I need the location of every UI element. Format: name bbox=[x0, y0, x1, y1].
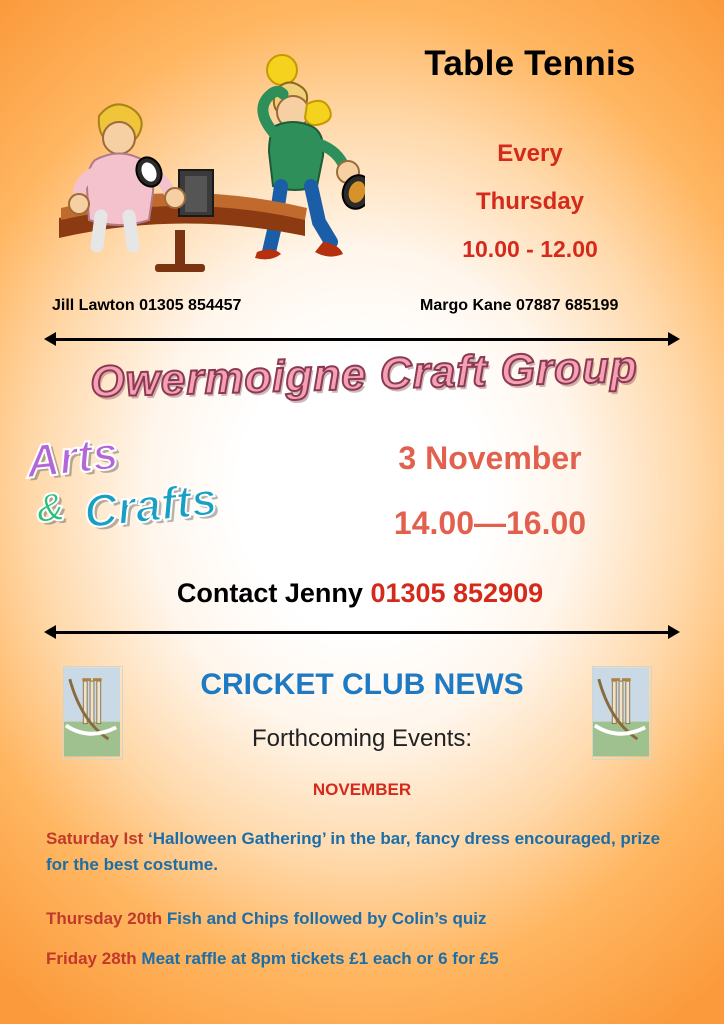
table-tennis-clipart bbox=[35, 20, 365, 280]
event-day: Friday 28th bbox=[46, 949, 137, 968]
table-tennis-contact-margo: Margo Kane 07887 685199 bbox=[420, 297, 619, 314]
arts-and-crafts-wordart bbox=[18, 426, 278, 550]
craft-time: 14.00—16.00 bbox=[393, 505, 587, 541]
table-tennis-frequency: Every bbox=[497, 140, 563, 167]
arrow-right-tip bbox=[668, 625, 680, 639]
events-month-heading: NOVEMBER bbox=[312, 780, 412, 799]
event-item bbox=[46, 906, 686, 932]
event-day: Saturday Ist bbox=[46, 829, 144, 848]
event-item bbox=[46, 826, 686, 879]
event-text: Meat raffle at 8pm tickets £1 each or 6 for £5 bbox=[136, 949, 499, 968]
crafts-word: Crafts bbox=[81, 472, 220, 538]
arts-word: Arts bbox=[23, 426, 121, 488]
craft-date: 3 November bbox=[398, 440, 582, 476]
craft-contact-label: Contact Jenny bbox=[176, 578, 363, 608]
table-tennis-contact-jill: Jill Lawton 01305 854457 bbox=[52, 297, 242, 314]
ampersand: & bbox=[33, 484, 68, 532]
divider-bar bbox=[54, 631, 670, 634]
cricket-stumps-image-right bbox=[592, 666, 652, 760]
craft-contact-line bbox=[80, 578, 640, 609]
event-text: ‘Halloween Gathering’ in the bar, fancy dress encouraged, prize for the best costume. bbox=[46, 829, 661, 875]
craft-group-heading: Owermoigne Craft Group bbox=[89, 342, 639, 407]
event-day: Thursday 20th bbox=[46, 909, 163, 928]
table-tennis-day: Thursday bbox=[475, 188, 585, 215]
table-tennis-title: Table Tennis bbox=[424, 44, 636, 83]
table-tennis-time: 10.00 - 12.00 bbox=[462, 236, 598, 262]
forthcoming-events-label: Forthcoming Events: bbox=[251, 725, 473, 752]
divider-bar bbox=[54, 338, 670, 341]
event-text: Fish and Chips followed by Colin’s quiz bbox=[162, 909, 487, 928]
divider-arrow-bottom bbox=[44, 625, 680, 639]
craft-contact-phone: 01305 852909 bbox=[370, 578, 544, 608]
cricket-club-news-title: CRICKET CLUB NEWS bbox=[200, 668, 524, 701]
cricket-stumps-image-left bbox=[63, 666, 123, 760]
event-item bbox=[46, 946, 686, 972]
